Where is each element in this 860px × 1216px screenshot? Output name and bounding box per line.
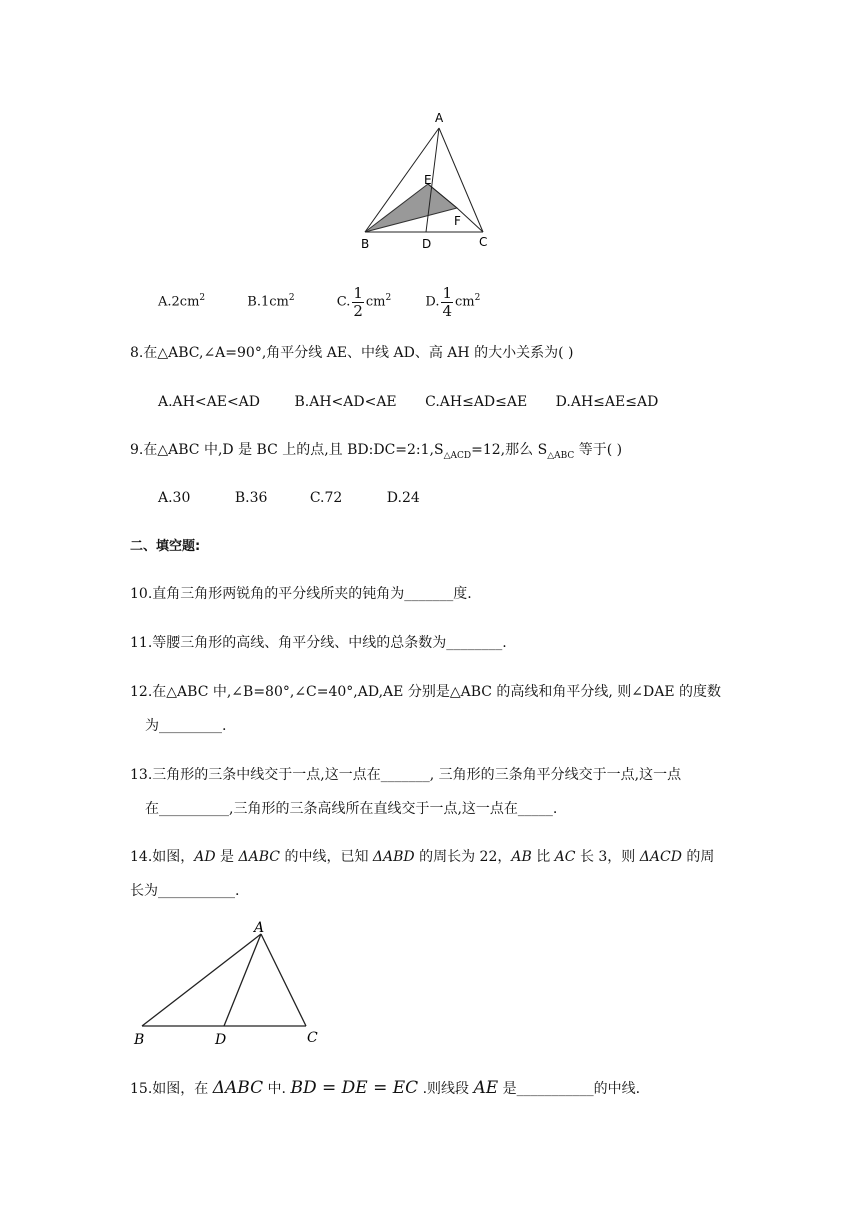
section-title-fill-in: 二、填空题:	[130, 539, 201, 554]
q8-option-b: B.AH<AD<AE	[294, 394, 397, 410]
question-8: 8.在△ABC,∠A=90°,角平分线 AE、中线 AD、高 AH 的大小关系为( )	[130, 345, 574, 361]
question-12-line-1: 12.在△ABC 中,∠B=80°,∠C=40°,AD,AE 分别是△ABC 的高线和角平分线, 则∠DAE 的度数	[130, 684, 722, 700]
question-10: 10.直角三角形两锐角的平分线所夹的钝角为_______度.	[130, 586, 472, 602]
label-c: C	[307, 1030, 318, 1046]
label-b: B	[134, 1032, 145, 1048]
q8-option-c: C.AH≤AD≤AE	[425, 394, 528, 410]
label-a: A	[254, 920, 265, 936]
side-ac	[261, 934, 306, 1026]
label-e: E	[424, 173, 432, 187]
q7-option-d: D. $\frac{1}{4}$ $cm^2$	[425, 284, 481, 320]
q9-option-b: B.36	[234, 490, 268, 506]
q7-options	[158, 285, 480, 319]
question-14-line-1: 14.如图，AD 是 ΔABC 的中线，已知 ΔABD 的周长为 22，AB 比 AC 长 3，则 ΔACD 的周	[130, 849, 715, 865]
question-13-line-2: 在__________,三角形的三条高线所在直线交于一点,这一点在_____.	[145, 801, 558, 817]
q7-option-a: $A.2cm^2$	[158, 293, 206, 310]
label-f: F	[454, 214, 461, 228]
question-9: 9.在△ABC 中,D 是 BC 上的点,且 $BD:DC=2:1,S_{\triangle ACD}=12$,那么 $S_{\triangle ABC}$ 等于( )	[130, 442, 623, 461]
q8-option-d: D.AH≤AE≤AD	[555, 394, 659, 410]
question-14-line-2: 长为___________.	[130, 883, 240, 899]
q9-option-c: C.72	[309, 490, 343, 506]
q9-option-a: A.30	[158, 490, 191, 506]
q8-option-a: A.AH<AE<AD	[158, 394, 261, 410]
label-d: D	[215, 1032, 227, 1048]
q8-options	[158, 395, 658, 409]
question-12-line-2: 为_________.	[145, 718, 227, 734]
q7-option-c: C. $\frac{1}{2}$ $cm^2$	[336, 284, 392, 320]
label-a: A	[435, 111, 444, 125]
q7-option-b: $B.1cm^2$	[247, 293, 295, 310]
triangle-figure-q14	[130, 920, 325, 1050]
label-b: B	[361, 237, 370, 251]
label-d: D	[422, 237, 432, 251]
q9-option-d: D.24	[386, 490, 420, 506]
question-15: 15.如图，在 ΔABC 中. BD = DE = EC .则线段 AE 是___________的中线.	[130, 1078, 641, 1098]
side-ac	[439, 128, 483, 232]
label-c: C	[479, 235, 488, 249]
shaded-triangle-bef	[365, 184, 457, 232]
question-11: 11.等腰三角形的高线、角平分线、中线的总条数为________.	[130, 635, 507, 651]
q9-options	[158, 491, 420, 505]
triangle-figure-q7	[355, 108, 500, 256]
question-13-line-1: 13.三角形的三条中线交于一点,这一点在_______, 三角形的三条角平分线交于一点,这一点	[130, 767, 682, 783]
